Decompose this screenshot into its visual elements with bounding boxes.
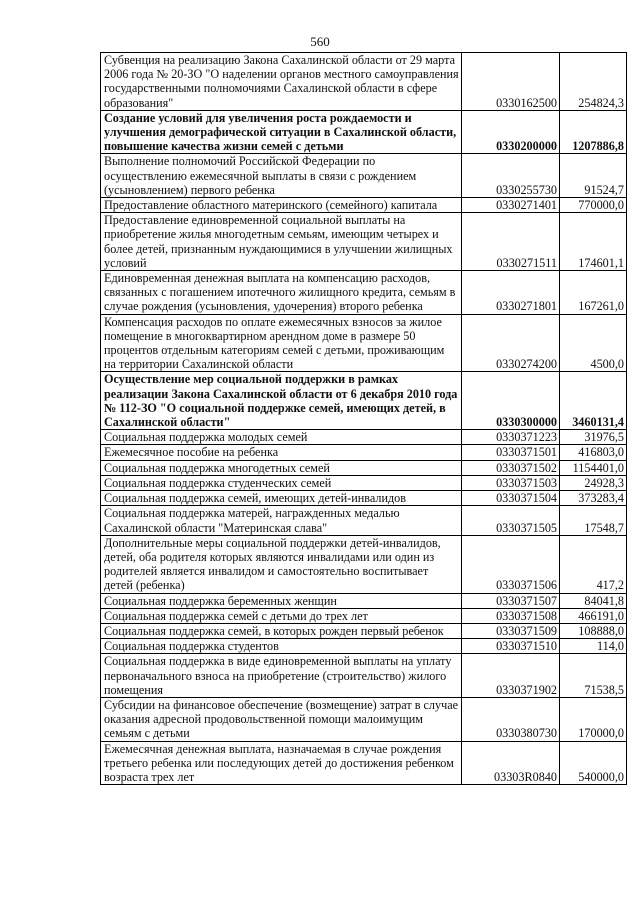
table-row <box>101 491 627 506</box>
row-amount-cell: 770000,0 <box>560 198 627 213</box>
row-code-cell: 0330371902 <box>462 654 560 698</box>
row-amount-cell: 1207886,8 <box>560 110 627 154</box>
row-name-cell: Ежемесячное пособие на ребенка <box>101 445 462 460</box>
row-name-cell: Субвенция на реализацию Закона Сахалинской области от 29 марта 2006 года № 20-ЗО "О наделении органов местного самоуправления государственными полномочиями Сахалинской области в сфере образования" <box>101 53 462 111</box>
row-name-cell: Компенсация расходов по оплате ежемесячных взносов за жилое помещение в многоквартирном арендном доме в размере 50 процентов отдельным категориям семей с детьми, проживающим на территории Сахалинской области <box>101 314 462 372</box>
row-name-cell: Создание условий для увеличения роста рождаемости и улучшения демографической ситуации в Сахалинской области, повышение качества жизни семей с детьми <box>101 110 462 154</box>
row-amount-cell: 417,2 <box>560 535 627 593</box>
row-code-cell: 0330200000 <box>462 110 560 154</box>
row-code-cell: 0330371510 <box>462 639 560 654</box>
table-row <box>101 271 627 315</box>
row-code-cell: 0330371501 <box>462 445 560 460</box>
row-amount-cell: 114,0 <box>560 639 627 654</box>
row-amount-cell: 1154401,0 <box>560 460 627 475</box>
row-amount-cell: 3460131,4 <box>560 372 627 430</box>
row-name-cell: Социальная поддержка семей, имеющих детей-инвалидов <box>101 491 462 506</box>
row-code-cell: 0330300000 <box>462 372 560 430</box>
table-row <box>101 741 627 785</box>
table-row <box>101 314 627 372</box>
row-name-cell: Социальная поддержка многодетных семей <box>101 460 462 475</box>
row-code-cell: 0330371506 <box>462 535 560 593</box>
row-code-cell: 0330271401 <box>462 198 560 213</box>
row-name-cell: Осуществление мер социальной поддержки в рамках реализации Закона Сахалинской области от 6 декабря 2010 года № 112-ЗО "О социальной поддержке семей, имеющих детей, в Сахалинской области" <box>101 372 462 430</box>
budget-table <box>100 52 627 785</box>
table-row <box>101 445 627 460</box>
row-code-cell: 0330274200 <box>462 314 560 372</box>
row-code-cell: 0330371509 <box>462 623 560 638</box>
row-name-cell: Ежемесячная денежная выплата, назначаемая в случае рождения третьего ребенка или последующих детей до достижения ребенком возраста трех лет <box>101 741 462 785</box>
table-row <box>101 506 627 535</box>
row-code-cell: 0330371507 <box>462 593 560 608</box>
row-amount-cell: 24928,3 <box>560 475 627 490</box>
row-code-cell: 0330371504 <box>462 491 560 506</box>
table-row <box>101 608 627 623</box>
row-name-cell: Единовременная денежная выплата на компенсацию расходов, связанных с погашением ипотечного жилищного кредита, семьям в случае рождения (усыновления, удочерения) второго ребенка <box>101 271 462 315</box>
row-name-cell: Социальная поддержка в виде единовременной выплаты на уплату первоначального взноса на приобретение (строительство) жилого помещения <box>101 654 462 698</box>
row-code-cell: 0330371502 <box>462 460 560 475</box>
row-code-cell: 0330371503 <box>462 475 560 490</box>
row-name-cell: Предоставление областного материнского (семейного) капитала <box>101 198 462 213</box>
page-number: 560 <box>310 34 330 49</box>
row-amount-cell: 17548,7 <box>560 506 627 535</box>
row-code-cell: 0330255730 <box>462 154 560 198</box>
table-row <box>101 623 627 638</box>
row-code-cell: 0330371508 <box>462 608 560 623</box>
table-row <box>101 697 627 741</box>
row-name-cell: Социальная поддержка семей с детьми до трех лет <box>101 608 462 623</box>
row-amount-cell: 108888,0 <box>560 623 627 638</box>
row-amount-cell: 4500,0 <box>560 314 627 372</box>
table-row <box>101 593 627 608</box>
row-name-cell: Выполнение полномочий Российской Федерации по осуществлению ежемесячной выплаты в связи с рождением (усыновлением) первого ребенка <box>101 154 462 198</box>
row-code-cell: 0330371505 <box>462 506 560 535</box>
row-amount-cell: 540000,0 <box>560 741 627 785</box>
row-code-cell: 0330371223 <box>462 430 560 445</box>
row-name-cell: Социальная поддержка молодых семей <box>101 430 462 445</box>
row-name-cell: Дополнительные меры социальной поддержки детей-инвалидов, детей, оба родителя которых являются инвалидами или один из родителей является инвалидом и самостоятельно воспитывает детей (ребенка) <box>101 535 462 593</box>
row-amount-cell: 416803,0 <box>560 445 627 460</box>
row-name-cell: Социальная поддержка матерей, награжденных медалью Сахалинской области "Материнская слава" <box>101 506 462 535</box>
row-name-cell: Социальная поддержка студентов <box>101 639 462 654</box>
table-row <box>101 372 627 430</box>
row-name-cell: Социальная поддержка беременных женщин <box>101 593 462 608</box>
table-row <box>101 460 627 475</box>
row-amount-cell: 466191,0 <box>560 608 627 623</box>
table-row <box>101 430 627 445</box>
row-amount-cell: 170000,0 <box>560 697 627 741</box>
row-code-cell: 0330162500 <box>462 53 560 111</box>
row-code-cell: 0330271801 <box>462 271 560 315</box>
table-row <box>101 535 627 593</box>
row-name-cell: Предоставление единовременной социальной выплаты на приобретение жилья многодетным семьям, имеющим четырех и более детей, признанным нуждающимися в улучшении жилищных условий <box>101 213 462 271</box>
row-amount-cell: 254824,3 <box>560 53 627 111</box>
row-amount-cell: 373283,4 <box>560 491 627 506</box>
row-name-cell: Социальная поддержка семей, в которых рожден первый ребенок <box>101 623 462 638</box>
table-row <box>101 110 627 154</box>
table-row <box>101 475 627 490</box>
row-name-cell: Социальная поддержка студенческих семей <box>101 475 462 490</box>
table-row <box>101 654 627 698</box>
table-row <box>101 213 627 271</box>
row-amount-cell: 84041,8 <box>560 593 627 608</box>
row-code-cell: 0330380730 <box>462 697 560 741</box>
row-amount-cell: 31976,5 <box>560 430 627 445</box>
table-row <box>101 198 627 213</box>
budget-table-body <box>101 53 627 785</box>
row-amount-cell: 167261,0 <box>560 271 627 315</box>
table-row <box>101 53 627 111</box>
row-code-cell: 03303R0840 <box>462 741 560 785</box>
table-row <box>101 154 627 198</box>
row-code-cell: 0330271511 <box>462 213 560 271</box>
row-amount-cell: 174601,1 <box>560 213 627 271</box>
row-name-cell: Субсидии на финансовое обеспечение (возмещение) затрат в случае оказания адресной продовольственной помощи малоимущим семьям с детьми <box>101 697 462 741</box>
row-amount-cell: 71538,5 <box>560 654 627 698</box>
row-amount-cell: 91524,7 <box>560 154 627 198</box>
table-row <box>101 639 627 654</box>
